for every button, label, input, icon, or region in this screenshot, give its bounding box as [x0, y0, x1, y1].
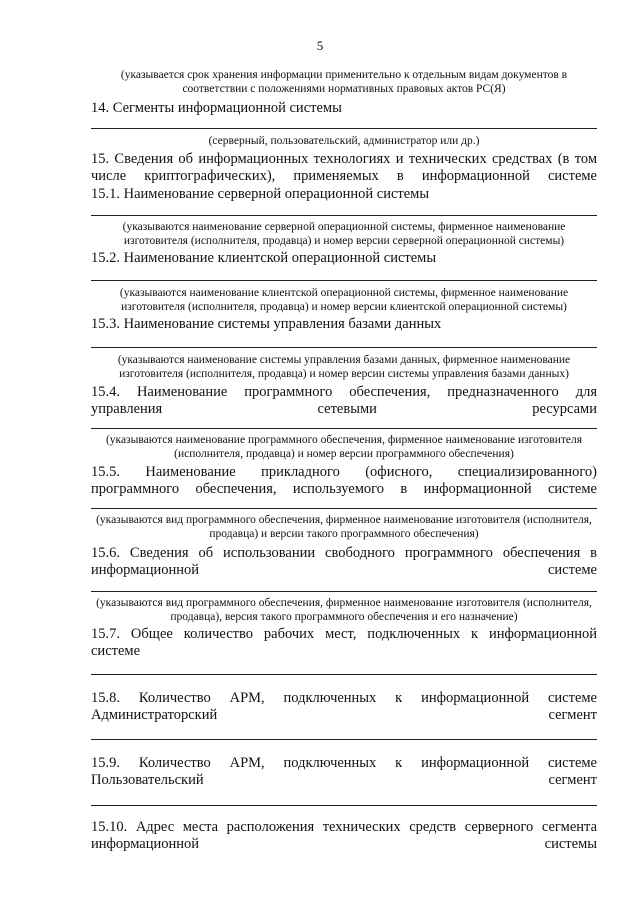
section-15-8-fill-line — [91, 739, 597, 740]
section-15-1-note: (указываются наименование серверной операционной системы, фирменное наименование изготовителя (исполнителя, продавца) и номер версии серверной операционной системы) — [122, 221, 566, 247]
section-15-2-heading: 15.2. Наименование клиентской операционной системы — [91, 250, 437, 266]
section-15-2-fill-line — [91, 280, 597, 281]
section-15-3-fill-line — [91, 347, 597, 348]
section-15-4-fill-line — [91, 428, 597, 429]
section-15-6-heading: 15.6. Сведения об использовании свободного программного обеспечения в информационной системе — [91, 545, 597, 578]
section-14-fill-line — [91, 128, 597, 129]
section-15-8-heading: 15.8. Количество АРМ, подключенных к информационной системе Администраторский сегмент — [91, 690, 597, 723]
page-number: 5 — [316, 38, 324, 53]
section-15-1-heading: 15.1. Наименование серверной операционной системы — [91, 186, 430, 202]
section-14-note: (серверный, пользовательский, администратор или др.) — [208, 135, 480, 147]
section-15-3-heading: 15.3. Наименование системы управления базами данных — [91, 316, 442, 332]
section-15-9-heading: 15.9. Количество АРМ, подключенных к информационной системе Пользовательский сегмент — [91, 755, 597, 788]
section-15-3-note: (указываются наименование системы управления базами данных, фирменное наименование изготовителя (исполнителя, продавца) и номер версии системы управления базами данных) — [117, 354, 571, 380]
section-15-7-heading: 15.7. Общее количество рабочих мест, подключенных к информационной системе — [91, 626, 597, 659]
section-15-4-note: (указываются наименование программного обеспечения, фирменное наименование изготовителя (исполнителя, продавца) и номер версии программного обеспечения) — [105, 434, 583, 460]
section-15-10-heading: 15.10. Адрес места расположения технических средств серверного сегмента информационной системы — [91, 819, 597, 852]
section-15-6-fill-line — [91, 591, 597, 592]
section-15-2-note: (указываются наименование клиентской операционной системы, фирменное наименование изготовителя (исполнителя, продавца) и номер версии клиентской операционной системы) — [119, 287, 569, 313]
section-15-9-fill-line — [91, 805, 597, 806]
section-14-heading: 14. Сегменты информационной системы — [91, 100, 342, 116]
section-15-1-fill-line — [91, 215, 597, 216]
section-15-heading: 15. Сведения об информационных технологиях и технических средствах (в том числе криптографических), применяемых в информационной системе — [91, 151, 597, 184]
section-15-7-fill-line — [91, 674, 597, 675]
section-15-5-fill-line — [91, 508, 597, 509]
retention-note: (указывается срок хранения информации применительно к отдельным видам документов в соответствии с положениями нормативных правовых актов РС(Я) — [120, 69, 568, 95]
section-15-5-note: (указываются вид программного обеспечения, фирменное наименование изготовителя (исполнителя, продавца) и версии такого программного обеспечения) — [96, 514, 592, 540]
section-15-5-heading: 15.5. Наименование прикладного (офисного, специализированного) программного обеспечения, используемого в информационной системе — [91, 464, 597, 497]
document-body — [91, 68, 597, 853]
section-15-6-note: (указываются вид программного обеспечения, фирменное наименование изготовителя (исполнителя, продавца), версия такого программного обеспечения и его назначение) — [96, 597, 592, 623]
section-15-4-heading: 15.4. Наименование программного обеспечения, предназначенного для управления сетевыми ресурсами — [91, 384, 597, 417]
